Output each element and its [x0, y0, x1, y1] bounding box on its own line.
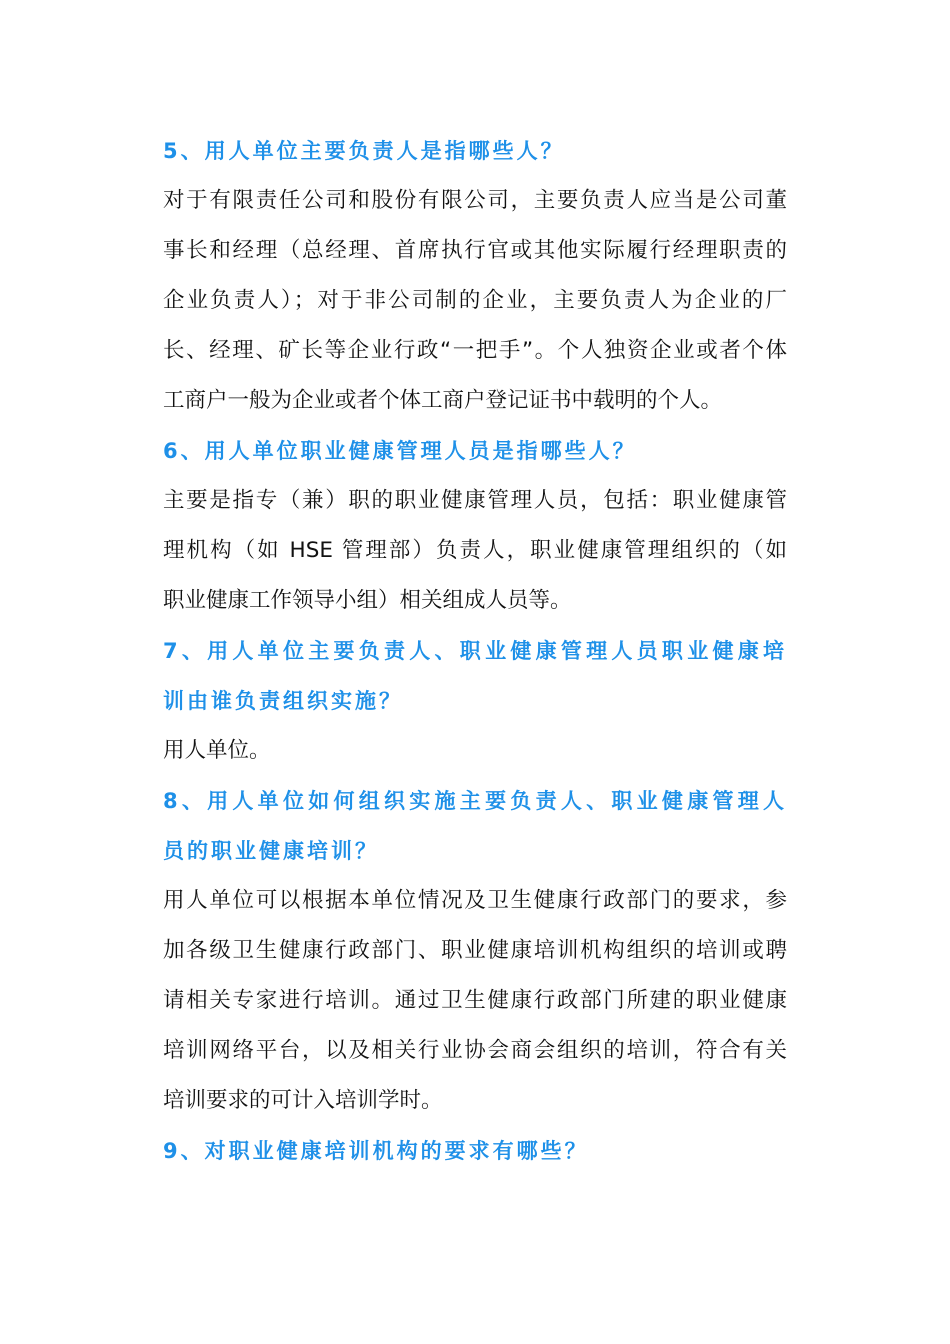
question-heading: [163, 426, 787, 476]
answer-line: 用人单位。: [163, 738, 271, 763]
answer-paragraph: [163, 176, 787, 426]
answer-line: 企业负责人）；对于非公司制的企业，主要负责人为企业的厂: [163, 288, 787, 313]
question-line: 5、用人单位主要负责人是指哪些人？: [163, 139, 565, 163]
answer-line: 用人单位可以根据本单位情况及卫生健康行政部门的要求，参: [163, 888, 787, 913]
answer-line: 对于有限责任公司和股份有限公司，主要负责人应当是公司董: [163, 188, 787, 213]
answer-line: 培训要求的可计入培训学时。: [163, 1088, 443, 1113]
question-heading: [163, 1126, 787, 1176]
question-line: 8、用人单位如何组织实施主要负责人、职业健康管理人: [163, 789, 787, 813]
answer-paragraph: [163, 876, 787, 1126]
document-page: [163, 126, 787, 1176]
answer-line: 培训网络平台，以及相关行业协会商会组织的培训，符合有关: [163, 1038, 787, 1063]
answer-line: 主要是指专（兼）职的职业健康管理人员，包括：职业健康管: [163, 488, 787, 513]
question-line: 训由谁负责组织实施？: [163, 689, 403, 713]
question-line: 7、用人单位主要负责人、职业健康管理人员职业健康培: [163, 639, 787, 663]
question-line: 6、用人单位职业健康管理人员是指哪些人？: [163, 439, 637, 463]
answer-line: 长、经理、矿长等企业行政“一把手”。个人独资企业或者个体: [163, 338, 787, 363]
question-heading: [163, 626, 787, 726]
answer-paragraph: [163, 476, 787, 626]
faq-section-6: [163, 426, 787, 626]
faq-section-8: [163, 776, 787, 1126]
answer-paragraph: [163, 726, 787, 776]
faq-section-5: [163, 126, 787, 426]
question-heading: [163, 776, 787, 876]
answer-line: 加各级卫生健康行政部门、职业健康培训机构组织的培训或聘: [163, 938, 787, 963]
question-line: 9、对职业健康培训机构的要求有哪些？: [163, 1139, 589, 1163]
answer-line: 理机构（如 HSE 管理部）负责人，职业健康管理组织的（如: [163, 538, 787, 563]
question-heading: [163, 126, 787, 176]
faq-section-9: [163, 1126, 787, 1176]
answer-line: 工商户一般为企业或者个体工商户登记证书中载明的个人。: [163, 388, 723, 413]
answer-line: 请相关专家进行培训。通过卫生健康行政部门所建的职业健康: [163, 988, 787, 1013]
answer-line: 事长和经理（总经理、首席执行官或其他实际履行经理职责的: [163, 238, 787, 263]
question-line: 员的职业健康培训？: [163, 839, 379, 863]
answer-line: 职业健康工作领导小组）相关组成人员等。: [163, 588, 572, 613]
faq-section-7: [163, 626, 787, 776]
